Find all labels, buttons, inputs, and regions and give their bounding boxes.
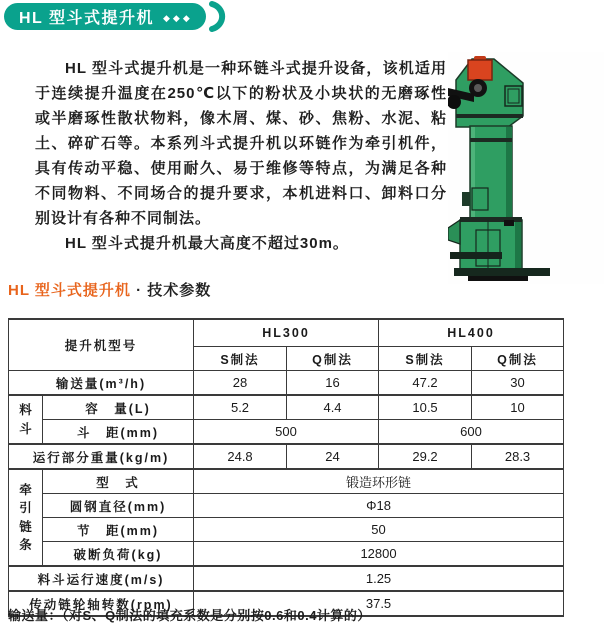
row-label: 节 距(mm): [43, 518, 194, 542]
machine-photo: [448, 52, 604, 284]
cell-value: 10.5: [379, 395, 472, 420]
cell-value: 29.2: [379, 444, 472, 469]
cell-value: 28.3: [472, 444, 564, 469]
table-header-row-models: [9, 319, 564, 347]
row-label: 输送量(m³/h): [9, 371, 194, 396]
cell-value: 4.4: [287, 395, 379, 420]
row-label: 破断负荷(kg): [43, 542, 194, 567]
row-bucket-pitch: [9, 420, 564, 445]
cell-value: 47.2: [379, 371, 472, 396]
footnote: 输送量：（对S、Q制法的填充系数是分别按0.6和0.4计算的）: [8, 608, 371, 623]
row-breaking-load: [9, 542, 564, 567]
row-label: 斗 距(mm): [43, 420, 194, 445]
cell-value: 1.25: [194, 566, 564, 591]
row-chain-type: [9, 469, 564, 494]
cell-value: 28: [194, 371, 287, 396]
group-label-chain: 牵引链条: [9, 469, 43, 566]
method-header: S制法: [379, 347, 472, 371]
cell-value: 24: [287, 444, 379, 469]
section-heading-model: HL 型斗式提升机: [8, 282, 131, 299]
model-hl400-header: HL400: [379, 319, 564, 347]
diamond-icons: ◆◆◆: [163, 12, 193, 23]
section-heading-subtitle: 技术参数: [147, 282, 212, 299]
cell-value: 30: [472, 371, 564, 396]
corner-cell: 提升机型号: [9, 319, 194, 371]
cell-value: 10: [472, 395, 564, 420]
cell-value: 锻造环形链: [194, 469, 564, 494]
row-label: 运行部分重量(kg/m): [9, 444, 194, 469]
page-title: HL 型斗式提升机: [19, 10, 154, 27]
row-label: 料斗运行速度(m/s): [9, 566, 194, 591]
method-header: S制法: [194, 347, 287, 371]
banner-tail-icon: [207, 0, 233, 32]
row-label: 圆钢直径(mm): [43, 494, 194, 518]
row-conveying-capacity: [9, 371, 564, 396]
row-label: 型 式: [43, 469, 194, 494]
row-bucket-capacity: [9, 395, 564, 420]
technical-parameters-table: [8, 318, 564, 617]
cell-value: 50: [194, 518, 564, 542]
cell-value: 500: [194, 420, 379, 445]
cell-value: 37.5: [194, 591, 564, 616]
intro-paragraph-2: HL 型斗式提升机最大高度不超过30m。: [65, 235, 349, 252]
title-banner: [4, 3, 206, 30]
method-header: Q制法: [472, 347, 564, 371]
cell-value: 5.2: [194, 395, 287, 420]
intro-text: [35, 56, 447, 256]
cell-value: 24.8: [194, 444, 287, 469]
model-hl300-header: HL300: [194, 319, 379, 347]
row-running-weight: [9, 444, 564, 469]
cell-value: 600: [379, 420, 564, 445]
intro-paragraph-1: HL 型斗式提升机是一种环链斗式提升设备，该机适用于连续提升温度在250℃以下的粉状及小块状的无磨琢性或半磨琢性散状物料，像木屑、煤、砂、焦粉、水泥、粘土、碎矿石等。本系列斗式提升机以环链作为牵引机件，具有传动平稳、使用耐久、易于维修等特点，为满足各种不同物料、不同场合的提升要求，本机进料口、卸料口分别设计有各种不同制法。: [35, 60, 447, 227]
row-rod-diameter: [9, 494, 564, 518]
group-label-bucket: 料斗: [9, 395, 43, 444]
row-link-pitch: [9, 518, 564, 542]
row-bucket-speed: [9, 566, 564, 591]
section-heading: [8, 279, 211, 300]
cell-value: Φ18: [194, 494, 564, 518]
section-heading-separator: ·: [130, 282, 148, 299]
cell-value: 16: [287, 371, 379, 396]
row-label: 传动链轮轴转数(rpm): [9, 591, 194, 616]
row-label: 容 量(L): [43, 395, 194, 420]
method-header: Q制法: [287, 347, 379, 371]
cell-value: 12800: [194, 542, 564, 567]
